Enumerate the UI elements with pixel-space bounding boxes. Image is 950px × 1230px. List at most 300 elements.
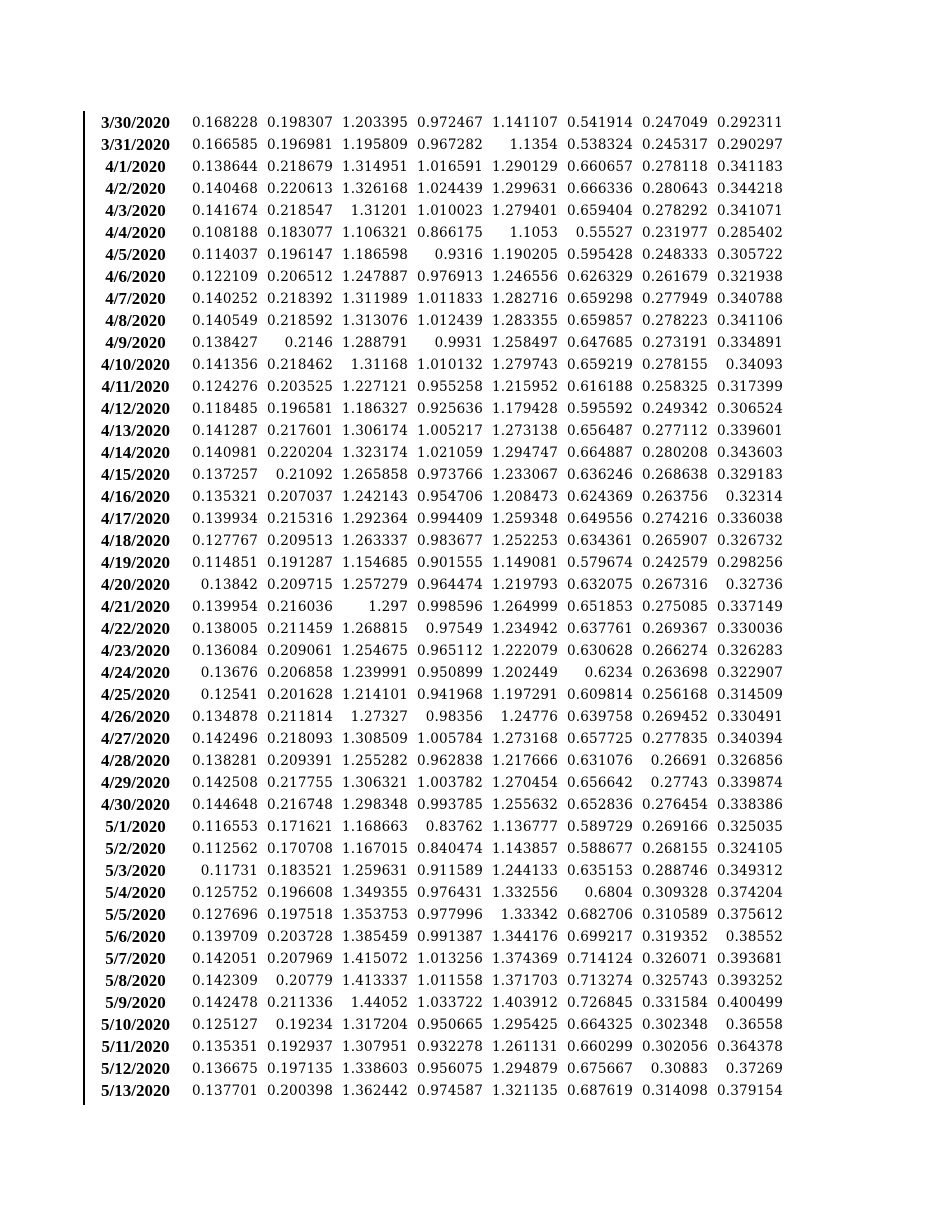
value-cell: 0.306524 (716, 401, 783, 417)
value-cell: 0.341106 (716, 313, 783, 329)
value-cell: 1.317204 (341, 1017, 408, 1033)
value-cell: 0.269452 (641, 709, 708, 725)
value-cell: 0.675667 (566, 1061, 633, 1077)
value-cell: 0.141674 (191, 203, 258, 219)
date-cell: 4/17/2020 (101, 509, 170, 528)
table-row (88, 112, 783, 134)
date-cell: 3/30/2020 (101, 113, 170, 132)
table-row (88, 728, 783, 750)
value-cell: 0.962838 (416, 753, 483, 769)
value-cell: 1.010132 (416, 357, 483, 373)
date-cell: 4/1/2020 (105, 157, 166, 176)
value-cell: 1.197291 (491, 687, 558, 703)
value-cell: 0.901555 (416, 555, 483, 571)
value-cell: 1.190205 (491, 247, 558, 263)
value-cell: 0.325035 (716, 819, 783, 835)
value-cell: 1.021059 (416, 445, 483, 461)
value-cell: 1.222079 (491, 643, 558, 659)
value-cell: 1.413337 (341, 973, 408, 989)
value-cell: 0.302348 (641, 1017, 708, 1033)
value-cell: 0.337149 (716, 599, 783, 615)
value-cell: 0.595592 (566, 401, 633, 417)
value-cell: 0.218392 (266, 291, 333, 307)
value-cell: 0.636246 (566, 467, 633, 483)
value-cell: 0.326283 (716, 643, 783, 659)
value-cell: 0.664325 (566, 1017, 633, 1033)
value-cell: 0.338386 (716, 797, 783, 813)
value-cell: 0.139709 (191, 929, 258, 945)
value-cell: 0.30883 (650, 1061, 708, 1077)
value-cell: 0.349312 (716, 863, 783, 879)
value-cell: 0.125127 (191, 1017, 258, 1033)
value-cell: 0.168228 (191, 115, 258, 131)
table-row (88, 310, 783, 332)
value-cell: 0.268638 (641, 467, 708, 483)
table-row (88, 860, 783, 882)
value-cell: 1.003782 (416, 775, 483, 791)
value-cell: 0.108188 (191, 225, 258, 241)
value-cell: 0.27743 (650, 775, 708, 791)
value-cell: 0.925636 (416, 401, 483, 417)
value-cell: 0.211336 (266, 995, 333, 1011)
value-cell: 0.140252 (191, 291, 258, 307)
date-cell: 5/8/2020 (105, 971, 166, 990)
value-cell: 0.649556 (566, 511, 633, 527)
date-cell: 4/12/2020 (101, 399, 170, 418)
date-cell: 4/15/2020 (101, 465, 170, 484)
table-row (88, 662, 783, 684)
value-cell: 0.269367 (641, 621, 708, 637)
table-row (88, 244, 783, 266)
value-cell: 0.977996 (416, 907, 483, 923)
value-cell: 1.353753 (341, 907, 408, 923)
value-cell: 0.319352 (641, 929, 708, 945)
value-cell: 0.144648 (191, 797, 258, 813)
value-cell: 1.005784 (416, 731, 483, 747)
value-cell: 0.314509 (716, 687, 783, 703)
value-cell: 0.32736 (725, 577, 783, 593)
value-cell: 1.292364 (341, 511, 408, 527)
value-cell: 1.306321 (341, 775, 408, 791)
table-row (88, 442, 783, 464)
value-cell: 0.13842 (200, 577, 258, 593)
value-cell: 1.415072 (341, 951, 408, 967)
value-cell: 1.259631 (341, 863, 408, 879)
date-cell: 4/13/2020 (101, 421, 170, 440)
value-cell: 0.634361 (566, 533, 633, 549)
value-cell: 0.659219 (566, 357, 633, 373)
value-cell: 0.277835 (641, 731, 708, 747)
value-cell: 0.263698 (641, 665, 708, 681)
date-cell: 4/8/2020 (105, 311, 166, 330)
value-cell: 0.275085 (641, 599, 708, 615)
value-cell: 1.44052 (350, 995, 408, 1011)
value-cell: 0.265907 (641, 533, 708, 549)
value-cell: 0.125752 (191, 885, 258, 901)
value-cell: 1.344176 (491, 929, 558, 945)
value-cell: 1.313076 (341, 313, 408, 329)
value-cell: 0.136084 (191, 643, 258, 659)
value-cell: 1.247887 (341, 269, 408, 285)
table-row (88, 332, 783, 354)
value-cell: 1.374369 (491, 951, 558, 967)
value-cell: 0.139934 (191, 511, 258, 527)
value-cell: 0.166585 (191, 137, 258, 153)
value-cell: 1.321135 (491, 1083, 558, 1099)
value-cell: 0.956075 (416, 1061, 483, 1077)
value-cell: 0.138281 (191, 753, 258, 769)
value-cell: 0.183521 (266, 863, 333, 879)
value-cell: 0.116553 (191, 819, 258, 835)
date-cell: 4/22/2020 (101, 619, 170, 638)
table-row (88, 156, 783, 178)
value-cell: 0.211459 (266, 621, 333, 637)
value-cell: 1.186327 (341, 401, 408, 417)
value-cell: 0.263756 (641, 489, 708, 505)
value-cell: 0.341183 (716, 159, 783, 175)
value-cell: 1.294747 (491, 445, 558, 461)
table-row (88, 1058, 783, 1080)
value-cell: 0.339601 (716, 423, 783, 439)
value-cell: 0.32314 (725, 489, 783, 505)
value-cell: 0.666336 (566, 181, 633, 197)
value-cell: 0.140549 (191, 313, 258, 329)
value-cell: 0.6234 (584, 665, 633, 681)
date-cell: 4/23/2020 (101, 641, 170, 660)
value-cell: 1.298348 (341, 797, 408, 813)
value-cell: 0.201628 (266, 687, 333, 703)
value-cell: 0.336038 (716, 511, 783, 527)
value-cell: 1.323174 (341, 445, 408, 461)
table-row (88, 706, 783, 728)
date-cell: 4/18/2020 (101, 531, 170, 550)
value-cell: 0.196581 (266, 401, 333, 417)
value-cell: 0.682706 (566, 907, 633, 923)
table-row (88, 398, 783, 420)
date-cell: 5/9/2020 (105, 993, 166, 1012)
table-row (88, 750, 783, 772)
value-cell: 0.256168 (641, 687, 708, 703)
value-cell: 1.326168 (341, 181, 408, 197)
value-cell: 0.171621 (266, 819, 333, 835)
value-cell: 0.866175 (416, 225, 483, 241)
value-cell: 0.326856 (716, 753, 783, 769)
value-cell: 0.206858 (266, 665, 333, 681)
value-cell: 0.26691 (650, 753, 708, 769)
table-row (88, 266, 783, 288)
value-cell: 0.216036 (266, 599, 333, 615)
value-cell: 1.217666 (491, 753, 558, 769)
value-cell: 0.21092 (275, 467, 333, 483)
value-cell: 0.207969 (266, 951, 333, 967)
value-cell: 0.141356 (191, 357, 258, 373)
value-cell: 0.379154 (716, 1083, 783, 1099)
value-cell: 1.203395 (341, 115, 408, 131)
value-cell: 0.664887 (566, 445, 633, 461)
value-cell: 0.136675 (191, 1061, 258, 1077)
value-cell: 0.713274 (566, 973, 633, 989)
table-row (88, 596, 783, 618)
value-cell: 0.142478 (191, 995, 258, 1011)
value-cell: 0.329183 (716, 467, 783, 483)
value-cell: 0.242579 (641, 555, 708, 571)
value-cell: 0.954706 (416, 489, 483, 505)
value-cell: 0.325743 (641, 973, 708, 989)
value-cell: 0.393252 (716, 973, 783, 989)
value-cell: 1.202449 (491, 665, 558, 681)
value-cell: 1.011558 (416, 973, 483, 989)
value-cell: 0.659298 (566, 291, 633, 307)
value-cell: 0.249342 (641, 401, 708, 417)
value-cell: 1.308509 (341, 731, 408, 747)
value-cell: 0.140981 (191, 445, 258, 461)
value-cell: 0.138427 (191, 335, 258, 351)
date-cell: 5/13/2020 (101, 1081, 170, 1100)
date-cell: 5/12/2020 (101, 1059, 170, 1078)
value-cell: 1.227121 (341, 379, 408, 395)
value-cell: 0.137257 (191, 467, 258, 483)
data-table (88, 112, 783, 1102)
value-cell: 0.991387 (416, 929, 483, 945)
value-cell: 0.393681 (716, 951, 783, 967)
value-cell: 0.630628 (566, 643, 633, 659)
value-cell: 0.209391 (266, 753, 333, 769)
value-cell: 1.219793 (491, 577, 558, 593)
value-cell: 1.252253 (491, 533, 558, 549)
value-cell: 1.338603 (341, 1061, 408, 1077)
value-cell: 0.203728 (266, 929, 333, 945)
value-cell: 1.011833 (416, 291, 483, 307)
value-cell: 0.651853 (566, 599, 633, 615)
value-cell: 0.138005 (191, 621, 258, 637)
value-cell: 0.20779 (275, 973, 333, 989)
value-cell: 0.245317 (641, 137, 708, 153)
table-row (88, 530, 783, 552)
value-cell: 0.209061 (266, 643, 333, 659)
table-row (88, 420, 783, 442)
value-cell: 1.273138 (491, 423, 558, 439)
value-cell: 0.278155 (641, 357, 708, 373)
value-cell: 1.244133 (491, 863, 558, 879)
value-cell: 1.31201 (350, 203, 408, 219)
value-cell: 0.220204 (266, 445, 333, 461)
value-cell: 1.1053 (509, 225, 558, 241)
value-cell: 0.220613 (266, 181, 333, 197)
value-cell: 0.340788 (716, 291, 783, 307)
value-cell: 0.687619 (566, 1083, 633, 1099)
value-cell: 0.375612 (716, 907, 783, 923)
value-cell: 0.344218 (716, 181, 783, 197)
date-cell: 4/11/2020 (101, 377, 170, 396)
value-cell: 0.309328 (641, 885, 708, 901)
table-row (88, 1036, 783, 1058)
table-row (88, 816, 783, 838)
value-cell: 0.216748 (266, 797, 333, 813)
value-cell: 0.330036 (716, 621, 783, 637)
value-cell: 0.9316 (434, 247, 483, 263)
value-cell: 0.589729 (566, 819, 633, 835)
value-cell: 1.24776 (500, 709, 558, 725)
value-cell: 1.332556 (491, 885, 558, 901)
value-cell: 1.149081 (491, 555, 558, 571)
value-cell: 0.626329 (566, 269, 633, 285)
value-cell: 0.266274 (641, 643, 708, 659)
value-cell: 1.264999 (491, 599, 558, 615)
value-cell: 0.197135 (266, 1061, 333, 1077)
value-cell: 1.294879 (491, 1061, 558, 1077)
value-cell: 0.955258 (416, 379, 483, 395)
value-cell: 0.141287 (191, 423, 258, 439)
value-cell: 0.310589 (641, 907, 708, 923)
value-cell: 0.314098 (641, 1083, 708, 1099)
value-cell: 0.142309 (191, 973, 258, 989)
value-cell: 0.285402 (716, 225, 783, 241)
value-cell: 0.331584 (641, 995, 708, 1011)
value-cell: 1.010023 (416, 203, 483, 219)
value-cell: 1.349355 (341, 885, 408, 901)
value-cell: 0.247049 (641, 115, 708, 131)
value-cell: 0.657725 (566, 731, 633, 747)
value-cell: 0.211814 (266, 709, 333, 725)
value-cell: 1.013256 (416, 951, 483, 967)
value-cell: 0.364378 (716, 1039, 783, 1055)
value-cell: 1.179428 (491, 401, 558, 417)
value-cell: 0.994409 (416, 511, 483, 527)
value-cell: 0.292311 (716, 115, 783, 131)
value-cell: 0.579674 (566, 555, 633, 571)
value-cell: 0.198307 (266, 115, 333, 131)
value-cell: 0.699217 (566, 929, 633, 945)
value-cell: 0.976431 (416, 885, 483, 901)
value-cell: 0.321938 (716, 269, 783, 285)
value-cell: 0.200398 (266, 1083, 333, 1099)
value-cell: 1.283355 (491, 313, 558, 329)
value-cell: 0.660299 (566, 1039, 633, 1055)
value-cell: 0.98356 (425, 709, 483, 725)
value-cell: 1.255282 (341, 753, 408, 769)
value-cell: 0.983677 (416, 533, 483, 549)
value-cell: 0.326071 (641, 951, 708, 967)
value-cell: 0.142496 (191, 731, 258, 747)
date-cell: 3/31/2020 (101, 135, 170, 154)
value-cell: 1.195809 (341, 137, 408, 153)
date-cell: 4/29/2020 (101, 773, 170, 792)
value-cell: 0.993785 (416, 797, 483, 813)
value-cell: 0.196608 (266, 885, 333, 901)
value-cell: 0.278292 (641, 203, 708, 219)
value-cell: 0.298256 (716, 555, 783, 571)
value-cell: 1.1354 (509, 137, 558, 153)
date-cell: 5/7/2020 (105, 949, 166, 968)
date-cell: 4/27/2020 (101, 729, 170, 748)
value-cell: 1.371703 (491, 973, 558, 989)
table-row (88, 508, 783, 530)
value-cell: 0.135321 (191, 489, 258, 505)
value-cell: 0.83762 (425, 819, 483, 835)
value-cell: 0.114037 (191, 247, 258, 263)
value-cell: 0.639758 (566, 709, 633, 725)
value-cell: 0.932278 (416, 1039, 483, 1055)
table-row (88, 464, 783, 486)
table-row (88, 992, 783, 1014)
value-cell: 0.170708 (266, 841, 333, 857)
value-cell: 0.656642 (566, 775, 633, 791)
value-cell: 1.106321 (341, 225, 408, 241)
value-cell: 0.134878 (191, 709, 258, 725)
date-cell: 4/14/2020 (101, 443, 170, 462)
value-cell: 0.280208 (641, 445, 708, 461)
value-cell: 1.239991 (341, 665, 408, 681)
date-cell: 4/7/2020 (105, 289, 166, 308)
value-cell: 0.97549 (425, 621, 483, 637)
value-cell: 0.726845 (566, 995, 633, 1011)
table-row (88, 222, 783, 244)
data-table-body (88, 112, 783, 1102)
value-cell: 1.242143 (341, 489, 408, 505)
value-cell: 1.012439 (416, 313, 483, 329)
value-cell: 0.11731 (200, 863, 258, 879)
value-cell: 0.142508 (191, 775, 258, 791)
value-cell: 0.624369 (566, 489, 633, 505)
value-cell: 1.233067 (491, 467, 558, 483)
value-cell: 0.114851 (191, 555, 258, 571)
date-cell: 4/16/2020 (101, 487, 170, 506)
table-row (88, 178, 783, 200)
value-cell: 0.967282 (416, 137, 483, 153)
value-cell: 0.140468 (191, 181, 258, 197)
table-row (88, 574, 783, 596)
value-cell: 0.142051 (191, 951, 258, 967)
value-cell: 0.124276 (191, 379, 258, 395)
table-row (88, 948, 783, 970)
value-cell: 0.138644 (191, 159, 258, 175)
value-cell: 1.141107 (491, 115, 558, 131)
value-cell: 0.647685 (566, 335, 633, 351)
value-cell: 0.191287 (266, 555, 333, 571)
date-cell: 5/4/2020 (105, 883, 166, 902)
value-cell: 0.196981 (266, 137, 333, 153)
value-cell: 1.288791 (341, 335, 408, 351)
value-cell: 0.197518 (266, 907, 333, 923)
date-cell: 4/24/2020 (101, 663, 170, 682)
value-cell: 1.234942 (491, 621, 558, 637)
value-cell: 0.334891 (716, 335, 783, 351)
value-cell: 1.154685 (341, 555, 408, 571)
date-cell: 4/21/2020 (101, 597, 170, 616)
value-cell: 1.208473 (491, 489, 558, 505)
value-cell: 1.167015 (341, 841, 408, 857)
value-cell: 1.254675 (341, 643, 408, 659)
value-cell: 1.279401 (491, 203, 558, 219)
value-cell: 0.218592 (266, 313, 333, 329)
value-cell: 1.282716 (491, 291, 558, 307)
value-cell: 0.274216 (641, 511, 708, 527)
date-cell: 4/2/2020 (105, 179, 166, 198)
value-cell: 0.135351 (191, 1039, 258, 1055)
date-cell: 5/6/2020 (105, 927, 166, 946)
value-cell: 0.656487 (566, 423, 633, 439)
value-cell: 0.217601 (266, 423, 333, 439)
date-cell: 4/10/2020 (101, 355, 170, 374)
value-cell: 0.659857 (566, 313, 633, 329)
value-cell: 1.268815 (341, 621, 408, 637)
value-cell: 1.33342 (500, 907, 558, 923)
value-cell: 0.659404 (566, 203, 633, 219)
value-cell: 1.297 (368, 599, 408, 615)
value-cell: 0.268155 (641, 841, 708, 857)
value-cell: 0.112562 (191, 841, 258, 857)
value-cell: 0.973766 (416, 467, 483, 483)
